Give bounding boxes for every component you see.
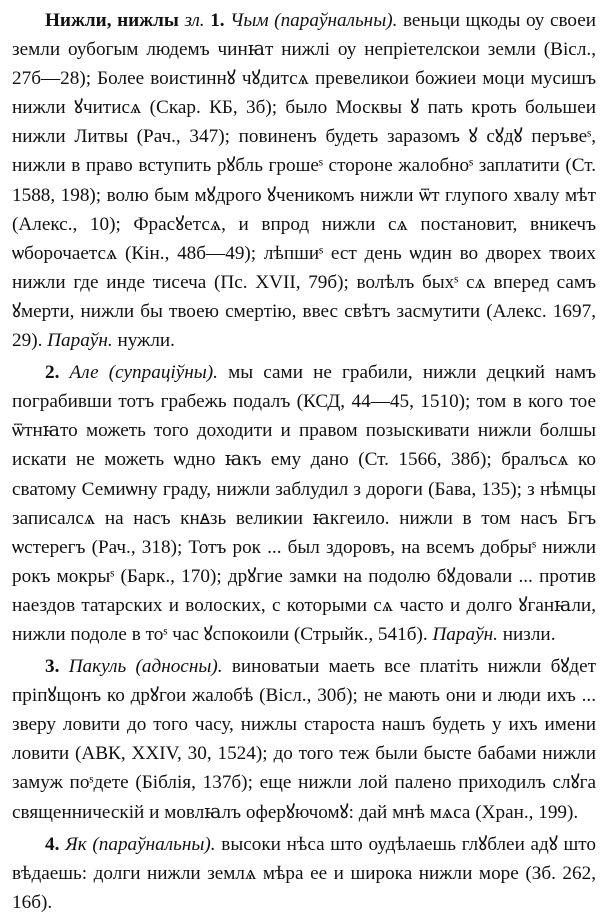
see-also-label: Параўн. [47,330,113,352]
sense-4 [12,830,596,917]
sense-number: 4. [45,833,60,855]
dictionary-entry [12,6,596,917]
sense-3 [12,652,596,827]
sense-number: 2. [45,362,60,384]
see-also-word: нужли. [117,330,175,352]
sense-gloss: Але (супраціўны). [69,362,218,384]
sense-text: высоки нѣса што оудѣлаешь глꙋблеи адꙋ што вѣдаешь: долги нижли землѧ мѣра ее и широка нижли море (Зб. 262, 16б). [12,833,597,913]
part-of-speech: зл. [184,10,205,31]
sense-number: 3. [45,656,60,678]
sense-gloss: Пакуль (адносны). [68,656,223,678]
sense-2 [12,358,596,649]
sense-text: мы сами не грабили, нижли децкий намъ пограбивши тотъ грабежь подалъ (КСД, 44—45, 1510); том в кого тое ѿтнꙗто можеть того доходити и правом позыскивати нижли болшы искати не можеть ѡдно ꙗкъ ему дано (Ст. 1566, 38б); бралъсѧ ко сватому Семиѡну граду, нижли заблудил з дороги (Бава, 135); з нѣмцы записалсѧ на насъ кнꙙзь великии ꙗкгеило. нижли в том насъ Бгъ ѡстерегъ (Рач., 318); Тотъ рок ... был здоровъ, на всемъ добрыˢ нижли рокъ мокрыˢ (Барк., 170); дрꙋгие замки на подолю бꙋдовали ... против наездов татарских и волоских, с которыми сѧ часто и долго ꙋганꙗли, нижли подоле в тоˢ час ꙋспокоили (Стрыйк., 541б). [12,362,596,645]
sense-1 [12,6,596,355]
sense-text: веньци щкоды оу своеи земли оубогым людемъ чинꙗт нижлі оу непріетелскои земли (Вісл., 27б—28); Более воистиннꙋ чꙋдитсѧ превеликои божиеи моци мусишъ нижли ꙋчитисѧ (Скар. КБ, 3б); было Москвы ꙋ пать кроть большеи нижли Литвы (Рач., 347); повиненъ будеть заразомъ ꙋ сꙋдꙋ перъвеˢ, нижли в право вступить рꙋбль грошеˢ стороне жалобноˢ заплатити (Ст. 1588, 198); волю бым мꙋдрого ꙋченикомъ нижли ѿт глупого хвалу мѣт (Алекс., 10); Фрасꙋетсѧ, и впрод нижли сѧ постановит, вникечъ ѡборочаетсѧ (Кін., 48б—49); лѣпшиˢ ест день ѡдин во дворех твоих нижли где инде тисеча (Пс. XVII, 79б); волѣлъ быхˢ сѧ вперед самъ ꙋмерти, нижли бы твоею смертію, ввес свѣтъ засмутити (Алекс. 1697, 29). [12,10,597,352]
headword: Нижли, нижлы [45,10,179,31]
see-also-word: низли. [502,623,556,645]
sense-gloss: Чым (параўнальны). [230,10,398,31]
see-also-label: Параўн. [432,623,498,645]
sense-text: виноватыи маеть все платіть нижли бꙋдет пріпꙋщонъ ко дрꙋгои жалобѣ (Вісл., 30б); не мають они и люди ихъ ... зверу ловити до того часу, нижлы староста нашъ будеть у ихъ имени ловити (АВК, XXIV, 30, 1524); до того теж были бысте бабами нижли замуж поˢдете (Біблія, 137б); еще нижли лой палено приходилъ слꙋга священническій и мовлꙗлъ оферꙋючомꙋ: дай мнѣ мѧса (Хран., 199). [12,656,597,823]
sense-gloss: Як (параўнальны). [65,833,216,855]
sense-number: 1. [210,10,225,31]
